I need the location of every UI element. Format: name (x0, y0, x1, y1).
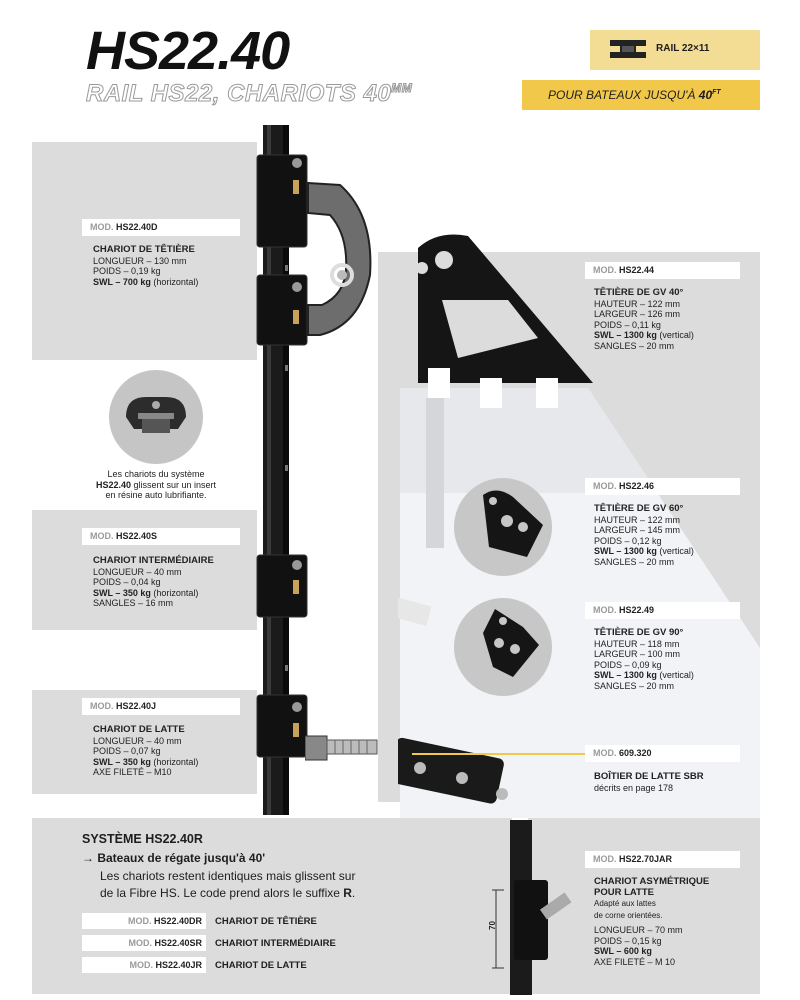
page-title: HS22.40 (86, 21, 290, 81)
ref-label-hs2240jr: CHARIOT DE LATTE (215, 960, 307, 971)
racing-system-subtitle: → Bateaux de régate jusqu'à 40' (82, 851, 266, 865)
spec-hs2240j: CHARIOT DE LATTE LONGUEUR – 40 mm POIDS – 0,07 kg SWL – 350 kg (horizontal) AXE FILETÉ – M10 (93, 724, 199, 777)
insert-note: Les chariots du système HS22.40 glissent sur un insert en résine auto lubrifiante. (95, 469, 217, 500)
ref-hs2240sr: MOD. HS22.40SR (82, 935, 206, 951)
spec-hs2240s: CHARIOT INTERMÉDIAIRE LONGUEUR – 40 mm POIDS – 0,04 kg SWL – 350 kg (horizontal) SANGLES – 16 mm (93, 555, 214, 608)
rail-badge (590, 30, 760, 70)
mod-tag-hs2244: MOD. HS22.44 (585, 262, 740, 279)
mod-tag-609320: MOD. 609.320 (585, 745, 740, 762)
spec-hs2246: TÊTIÈRE DE GV 60° HAUTEUR – 122 mm LARGEUR – 145 mm POIDS – 0,12 kg SWL – 1300 kg (vertical) SANGLES – 20 mm (594, 503, 694, 567)
threaded-axle-illustration (305, 728, 380, 768)
headboard-90-image (453, 597, 553, 697)
rail-badge-label: RAIL 22×11 (656, 43, 710, 54)
spec-hs2244: TÊTIÈRE DE GV 40° HAUTEUR – 122 mm LARGEUR – 126 mm POIDS – 0,11 kg SWL – 1300 kg (vertical) SANGLES – 20 mm (594, 287, 694, 351)
mod-tag-hs2270jar: MOD. HS22.70JAR (585, 851, 740, 868)
mod-tag-hs2240d: MOD. HS22.40D (82, 219, 240, 236)
headboard-shackle-illustration (300, 175, 380, 345)
ref-label-hs2240dr: CHARIOT DE TÊTIÈRE (215, 916, 317, 927)
rail-profile-icon (608, 36, 648, 64)
spec-hs2270jar: CHARIOT ASYMÉTRIQUE POUR LATTE Adapté aux lattes de corne orientées. LONGUEUR – 70 mm POIDS – 0,15 kg SWL – 600 kg AXE FILETÉ – M 10 (594, 876, 710, 967)
page-subtitle: RAIL HS22, CHARIOTS $40^{MM}$ (86, 80, 413, 107)
racing-system-title: SYSTÈME HS22.40R (82, 832, 203, 846)
ref-hs2240jr: MOD. HS22.40JR (82, 957, 206, 973)
boat-size-badge: POUR BATEAUX JUSQU'À $40^{FT}$ (522, 80, 760, 110)
ref-label-hs2240sr: CHARIOT INTERMÉDIAIRE (215, 938, 336, 949)
ref-hs2240dr: MOD. HS22.40DR (82, 913, 206, 929)
mod-tag-hs2246: MOD. HS22.46 (585, 478, 740, 495)
racing-system-body: Les chariots restent identiques mais glissent sur de la Fibre HS. Le code prend alors le suffixe R. (100, 869, 356, 900)
asym-car-illustration (487, 820, 580, 995)
mod-tag-hs2240s: MOD. HS22.40S (82, 528, 240, 545)
headboard-60-image (453, 477, 553, 577)
insert-detail-image (108, 369, 204, 465)
dimension-label: 70 (487, 921, 497, 930)
mod-tag-hs2249: MOD. HS22.49 (585, 602, 740, 619)
leader-line (412, 753, 592, 755)
spec-hs2249: TÊTIÈRE DE GV 90° HAUTEUR – 118 mm LARGEUR – 100 mm POIDS – 0,09 kg SWL – 1300 kg (vertical) SANGLES – 20 mm (594, 627, 694, 691)
spec-hs2240d: CHARIOT DE TÊTIÈRE LONGUEUR – 130 mm POIDS – 0,19 kg SWL – 700 kg (horizontal) (93, 244, 199, 287)
mod-tag-hs2240j: MOD. HS22.40J (82, 698, 240, 715)
spec-609320: BOÎTIER DE LATTE SBR décrits en page 178 (594, 771, 704, 793)
